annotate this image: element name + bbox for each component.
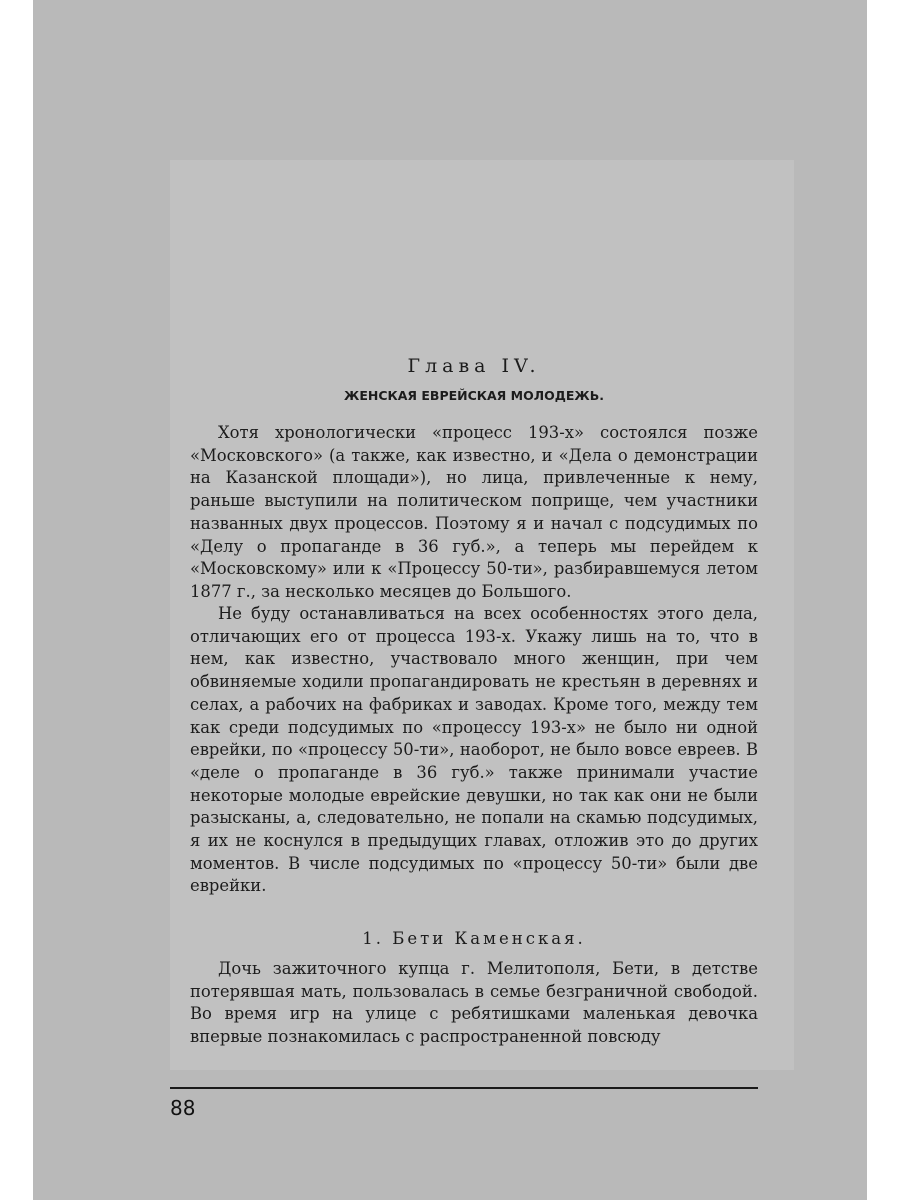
page-number: 88 <box>170 1096 196 1120</box>
paragraph-2: Не буду останавливаться на всех особенностях этого дела, отличающих его от процесса 193-х. Укажу лишь на то, что в нем, как известно, участвовало много женщин, при чем обвиняемые ходили пропагандировать не крестьян в деревнях и селах, а рабочих на фабриках и заводах. Кроме того, между тем как среди подсудимых по «процессу 193-х» не было ни одной еврейки, по «процессу 50-ти», наоборот, не было вовсе евреев. В «деле о пропаганде в 36 губ.» также принимали участие некоторые молодые еврейские девушки, но так как они не были разысканы, а, следовательно, не попали на скамью подсудимых, я их не коснулся в предыдущих главах, отложив это до других моментов. В числе подсудимых по «процессу 50-ти» были две еврейки. <box>190 604 758 896</box>
chapter-subtitle: ЖЕНСКАЯ ЕВРЕЙСКАЯ МОЛОДЕЖЬ. <box>344 388 604 403</box>
footer-rule <box>170 1087 758 1089</box>
chapter-title: Глава IV. <box>407 355 541 377</box>
section-paragraph: Дочь зажиточного купца г. Мелитополя, Бети, в детстве потерявшая мать, пользовалась в семье безграничной свободой. Во время игр на улице с ребятишками маленькая девочка впервые познакомилась с распространенной повсюду <box>190 959 758 1047</box>
section-title: 1. Бети Каменская. <box>362 929 586 948</box>
paragraph-1: Хотя хронологически «процесс 193-х» состоялся позже «Московского» (а также, как известно, и «Дела о демонстрации на Казанской площади»), но лица, привлеченные к нему, раньше выступили на политическом поприще, чем участники названных двух процессов. Поэтому я и начал с подсудимых по «Делу о пропаганде в 36 губ.», а теперь мы перейдем к «Московскому» или к «Процессу 50-ти», разбиравшемуся летом 1877 г., за несколько месяцев до Большого. <box>190 423 758 601</box>
